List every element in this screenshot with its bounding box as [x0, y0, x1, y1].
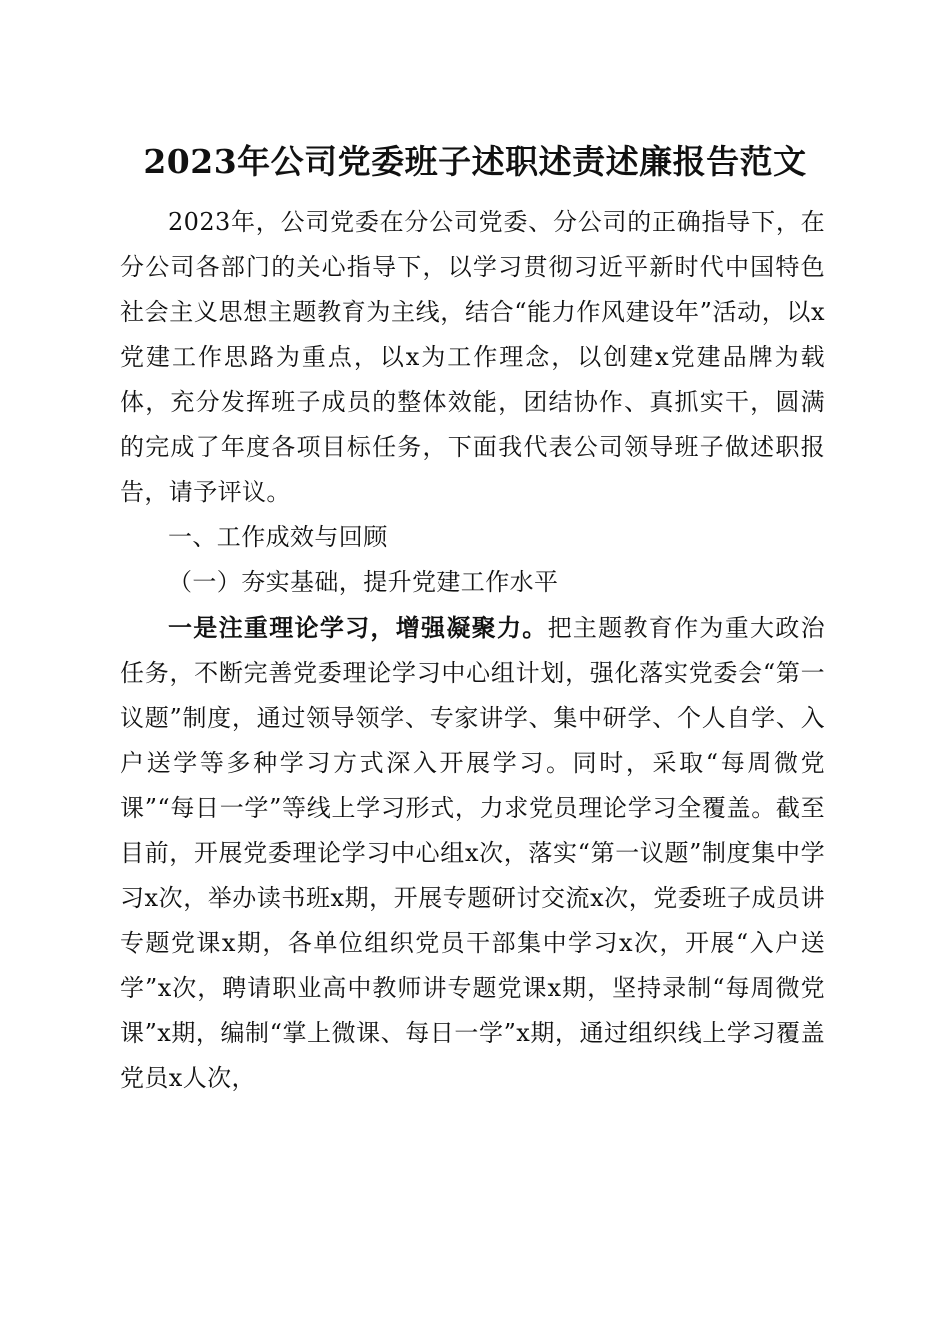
section-heading: 一、工作成效与回顾 [168, 523, 388, 551]
intro-paragraph: 2023年，公司党委在分公司党委、分公司的正确指导下，在分公司各部门的关心指导下，以学习贯彻习近平新时代中国特色社会主义思想主题教育为主线，结合“能力作风建设年”活动，以x党建工作思路为重点，以x为工作理念，以创建x党建品牌为载体，充分发挥班子成员的整体效能，团结协作、真抓实干，圆满的完成了年度各项目标任务，下面我代表公司领导班子做述职报告，请予评议。 [120, 208, 825, 506]
point-body-text: 把主题教育作为重大政治任务，不断完善党委理论学习中心组计划，强化落实党委会“第一议题”制度，通过领导领学、专家讲学、集中研学、个人自学、入户送学等多种学习方式深入开展学习。同时，采取“每周微党课”“每日一学”等线上学习形式，力求党员理论学习全覆盖。截至目前，开展党委理论学习中心组x次，落实“第一议题”制度集中学习x次，举办读书班x期，开展专题研讨交流x次，党委班子成员讲专题党课x期，各单位组织党员干部集中学习x次，开展“入户送学”x次，聘请职业高中教师讲专题党课x期，坚持录制“每周微党课”x期，编制“掌上微课、每日一学”x期，通过组织线上学习覆盖党员x人次， [120, 614, 825, 1092]
point-lead-sentence: 一是注重理论学习，增强凝聚力。 [168, 613, 548, 642]
subsection-heading: （一）夯实基础，提升党建工作水平 [168, 568, 559, 596]
point-paragraph [120, 605, 825, 1101]
document-title: 2023年公司党委班子述职述责述廉报告范文 [143, 142, 807, 181]
document-body [120, 200, 825, 1101]
